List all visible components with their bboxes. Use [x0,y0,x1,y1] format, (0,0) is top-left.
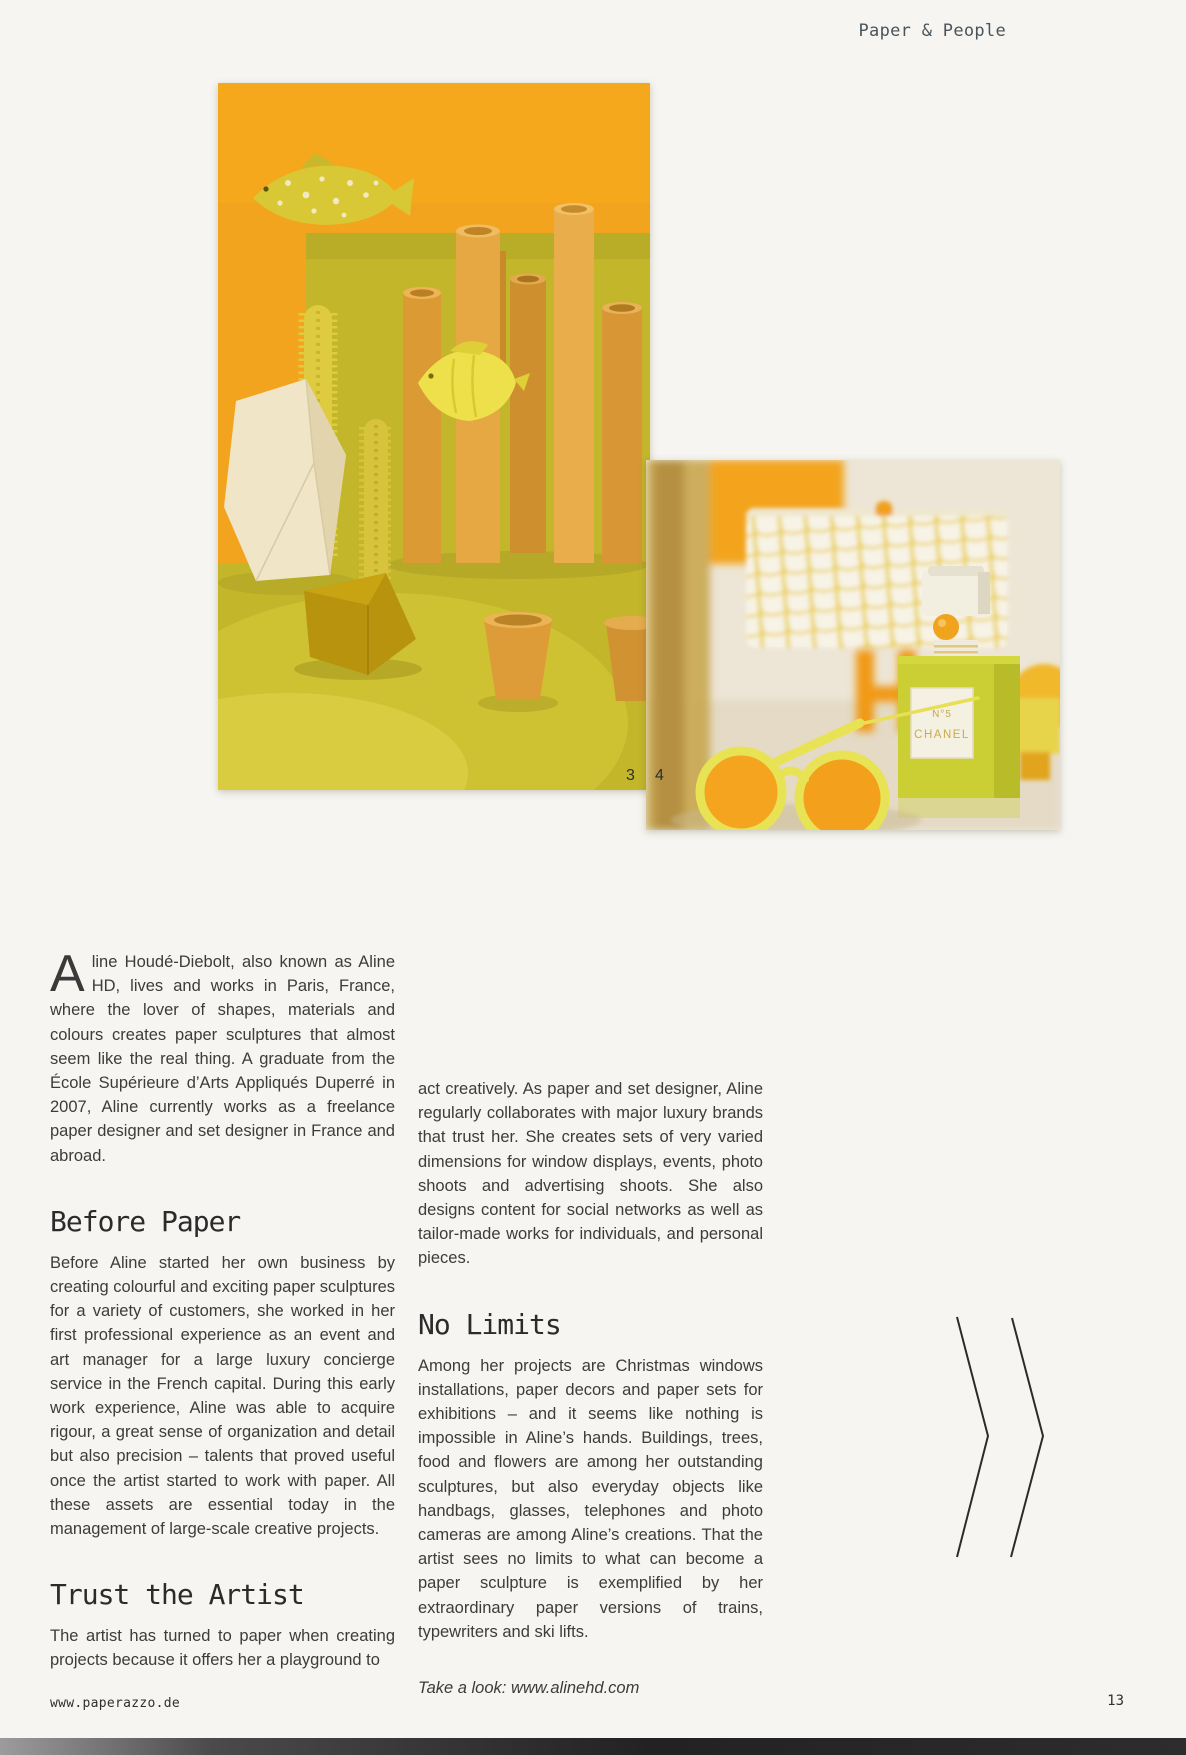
section-body-before-paper: Before Aline started her own business by creating colourful and exciting paper sculptures for a variety of customers, she worked in her first professional experience as an event and art manager for a large luxury concierge service in the French capital. During this early work experience, Aline was able to acquire rigour, a great sense of organization and detail but also precision – talents that proved useful once the artist started to work with paper. All these assets are essential today in the management of large-scale creative projects. [50,1253,395,1539]
photo-figure-3-illustration [218,83,650,790]
section-heading-trust-the-artist: Trust the Artist [50,1578,304,1612]
section-body-no-limits: Among her projects are Christmas windows installations, paper decors and paper sets for exhibitions – and it seems like nothing is impossible in Aline’s hands. Buildings, trees, food and flowers are among her outstanding sculptures, but also everyday objects like handbags, glasses, telephones and photo cameras are among Aline’s creations. That the artist sees no limits to what can become a paper sculpture is exemplified by her extraordinary paper versions of trains, typewriters and ski lifts. [418,1356,763,1641]
chanel-label-number: N°5 [932,709,952,720]
figure-number-4: 4 [655,767,664,784]
photo-figure-4 [646,460,1060,830]
scan-edge-bar [0,1738,1186,1755]
chanel-label [911,688,973,758]
photo-figure-3 [218,83,650,790]
website-note: Take a look: www.alinehd.com [418,1679,640,1698]
article-left-column [50,945,395,1673]
section-heading-no-limits: No Limits [418,1307,561,1341]
footer-url: www.paperazzo.de [50,1696,181,1711]
intro-text: line Houdé-Diebolt, also known as Aline HD, lives and works in Paris, France, where the lover of shapes, materials and colours creates paper sculptures that almost seem like the real thing. A graduate from the École Supérieure d’Arts Appliqués Duperré in 2007, Aline currently works as a freelance paper designer and set designer in France and abroad. [50,953,395,1165]
chanel-label-name: CHANEL [914,729,970,741]
section-body-trust-the-artist: The artist has turned to paper when creating projects because it offers her a playground to [50,1627,395,1670]
article-right-column [418,1077,763,1700]
continuation-paragraph: act creatively. As paper and set designer, Aline regularly collaborates with major luxury brands that trust her. She creates sets of very varied dimensions for window displays, events, photo shoots and advertising shoots. She also designs content for social networks as well as tailor-made works for individuals, and personal pieces. [418,1080,763,1268]
running-head: Paper & People [858,21,1006,41]
drop-cap: A [50,945,85,1003]
section-heading-before-paper: Before Paper [50,1204,241,1238]
intro-paragraph [50,945,395,1168]
bottle-cap-knob [933,614,959,640]
chevron-right-graphic [940,1300,1060,1570]
photo-figure-4-illustration [646,460,1060,830]
figure-number-3: 3 [626,767,635,784]
page-number: 13 [1107,1693,1124,1709]
